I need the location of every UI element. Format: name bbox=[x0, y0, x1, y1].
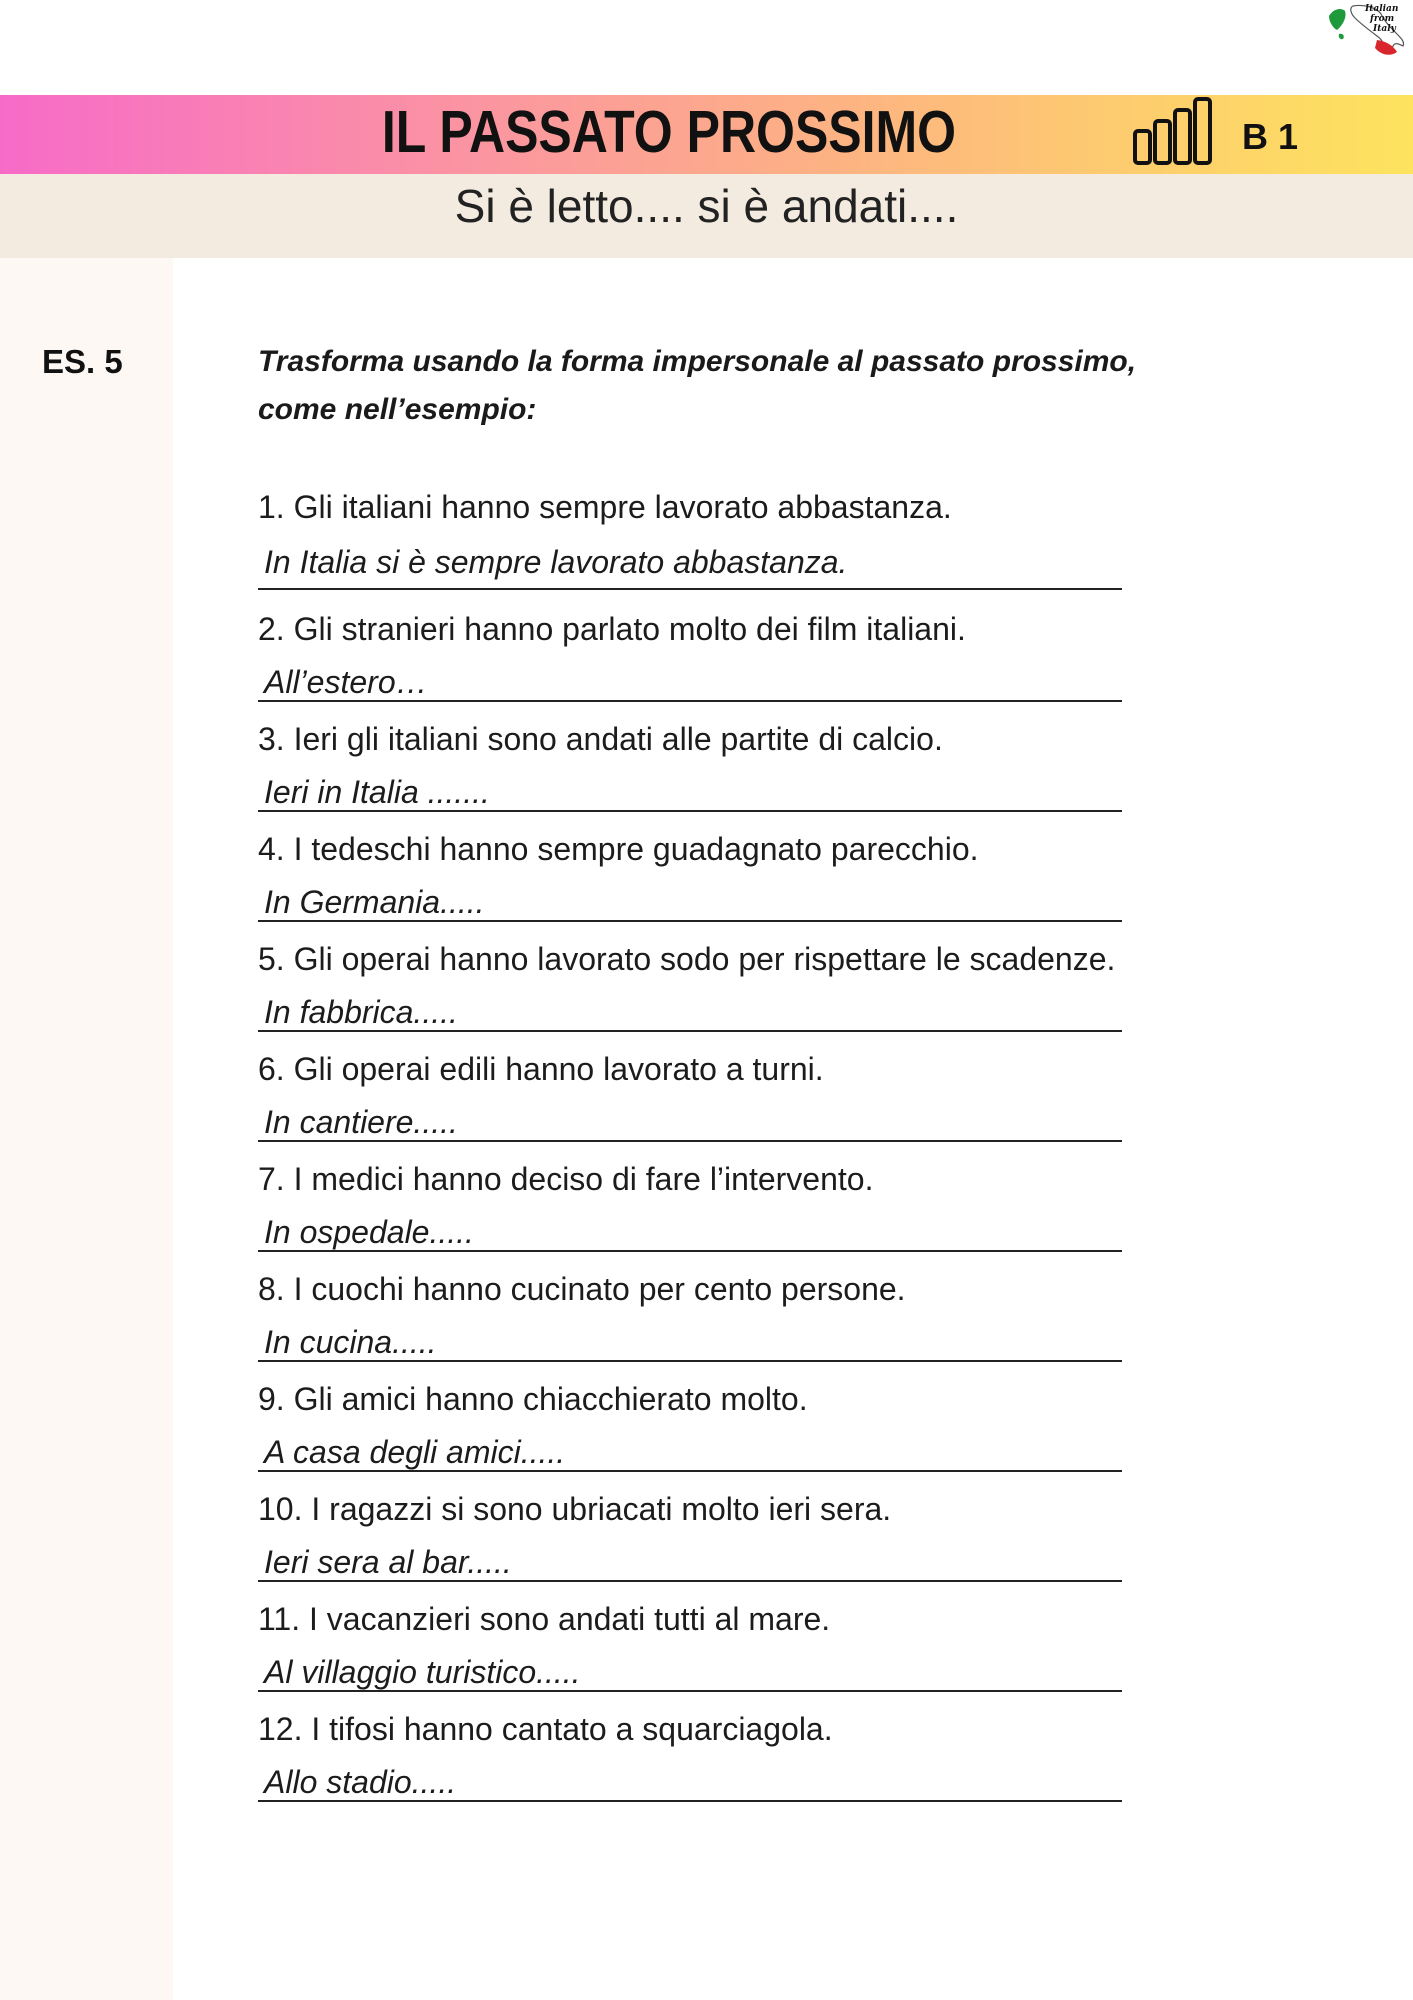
exercise-question: 5. Gli operai hanno lavorato sodo per rispettare le scadenze. bbox=[258, 941, 1116, 977]
answer-line: A casa degli amici..... bbox=[258, 1434, 1122, 1472]
logo-red-shape bbox=[1375, 40, 1397, 55]
exercise-question: 9. Gli amici hanno chiacchierato molto. bbox=[258, 1381, 808, 1417]
level-bars-icon bbox=[1132, 95, 1218, 167]
exercise-item bbox=[258, 939, 1122, 1049]
exercise-question: 1. Gli italiani hanno sempre lavorato abbastanza. bbox=[258, 489, 952, 525]
answer-line: Ieri sera al bar..... bbox=[258, 1544, 1122, 1582]
exercise-question: 6. Gli operai edili hanno lavorato a turni. bbox=[258, 1051, 824, 1087]
answer-line: In fabbrica..... bbox=[258, 994, 1122, 1032]
instruction-line: Trasforma usando la forma impersonale al passato prossimo, bbox=[258, 345, 1137, 378]
exercise-question: 10. I ragazzi si sono ubriacati molto ieri sera. bbox=[258, 1491, 892, 1527]
exercise-items bbox=[258, 487, 1122, 1819]
answer-line: In Germania..... bbox=[258, 884, 1122, 922]
exercise-instruction bbox=[258, 338, 1358, 434]
logo-text-line: from bbox=[1370, 14, 1395, 24]
exercise-label: ES. 5 bbox=[42, 343, 123, 380]
answer-line: Ieri in Italia ....... bbox=[258, 774, 1122, 812]
answer-line: In Italia si è sempre lavorato abbastanza. bbox=[258, 544, 1122, 590]
side-strip bbox=[0, 258, 173, 2000]
exercise-question: 8. I cuochi hanno cucinato per cento persone. bbox=[258, 1271, 906, 1307]
exercise-question: 12. I tifosi hanno cantato a squarciagola. bbox=[258, 1711, 833, 1747]
exercise-item bbox=[258, 1269, 1122, 1379]
exercise-item bbox=[258, 829, 1122, 939]
exercise-question: 3. Ieri gli italiani sono andati alle partite di calcio. bbox=[258, 721, 943, 757]
exercise-item bbox=[258, 1379, 1122, 1489]
level-bar bbox=[1155, 121, 1170, 163]
logo-green-island bbox=[1339, 34, 1344, 39]
answer-line: In cucina..... bbox=[258, 1324, 1122, 1362]
exercise-item bbox=[258, 487, 1122, 609]
page-subtitle: Si è letto.... si è andati.... bbox=[454, 180, 959, 232]
exercise-item bbox=[258, 1599, 1122, 1709]
exercise-question: 4. I tedeschi hanno sempre guadagnato parecchio. bbox=[258, 831, 979, 867]
subtitle-band bbox=[0, 174, 1413, 258]
exercise-item bbox=[258, 609, 1122, 719]
exercise-item bbox=[258, 1159, 1122, 1269]
level-bar bbox=[1195, 99, 1210, 163]
answer-line: Al villaggio turistico..... bbox=[258, 1654, 1122, 1692]
instruction-line: come nell’esempio: bbox=[258, 393, 537, 426]
level-badge: B 1 bbox=[1242, 116, 1299, 157]
exercise-question: 11. I vacanzieri sono andati tutti al mare. bbox=[258, 1601, 831, 1637]
exercise-item bbox=[258, 1709, 1122, 1819]
level-bar bbox=[1175, 110, 1190, 163]
answer-line: In ospedale..... bbox=[258, 1214, 1122, 1252]
exercise-question: 7. I medici hanno deciso di fare l’intervento. bbox=[258, 1161, 874, 1197]
exercise-question: 2. Gli stranieri hanno parlato molto dei film italiani. bbox=[258, 611, 966, 647]
answer-line: All’estero… bbox=[258, 664, 1122, 702]
logo-text-line: Italian bbox=[1365, 4, 1399, 14]
answer-line: Allo stadio..... bbox=[258, 1764, 1122, 1802]
title-band bbox=[0, 95, 1413, 174]
page-title: IL PASSATO PROSSIMO bbox=[381, 98, 957, 166]
exercise-item bbox=[258, 1049, 1122, 1159]
answer-line: In cantiere..... bbox=[258, 1104, 1122, 1142]
exercise-item bbox=[258, 719, 1122, 829]
level-bar bbox=[1135, 131, 1150, 163]
italy-map-logo-icon bbox=[1325, 0, 1411, 58]
exercise-item bbox=[258, 1489, 1122, 1599]
logo-text-line: Italy bbox=[1373, 24, 1396, 34]
logo-green-shape bbox=[1329, 9, 1346, 30]
